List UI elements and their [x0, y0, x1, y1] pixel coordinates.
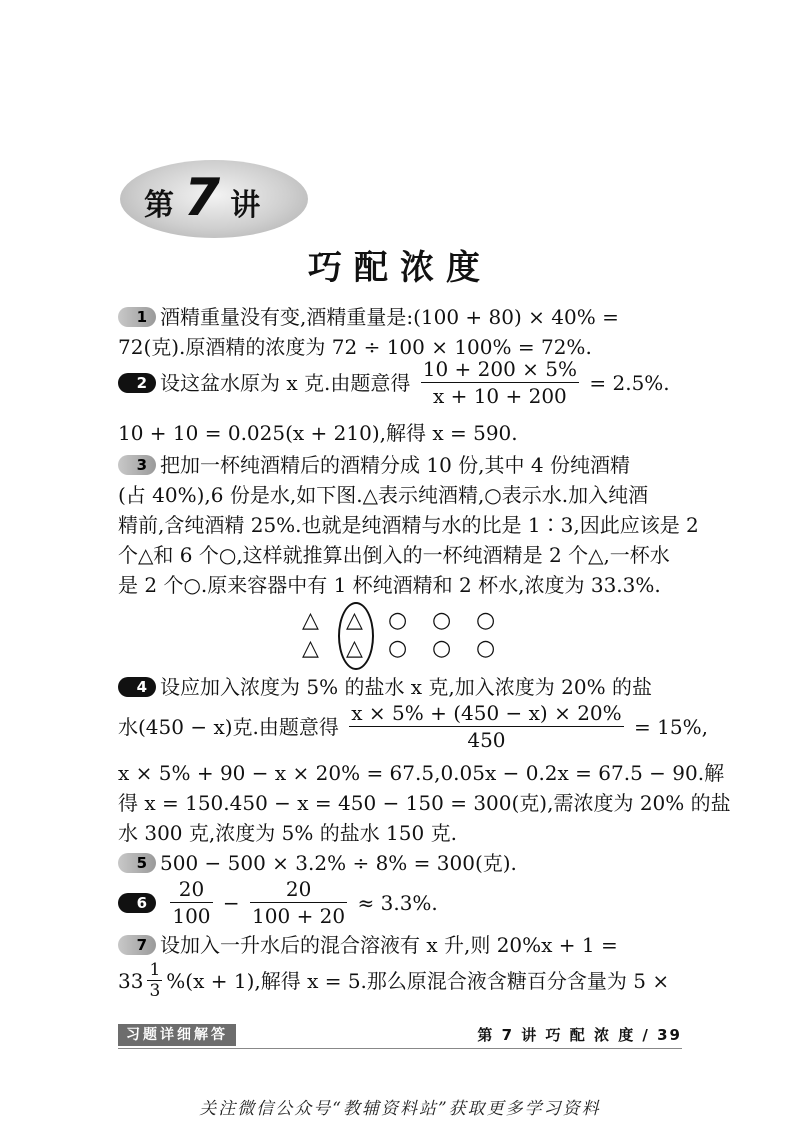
alcohol-water-diagram: [302, 610, 502, 666]
problem-1-badge: 1: [118, 307, 156, 327]
problem-4-text-1: 设应加入浓度为 5% 的盐水 x 克,加入浓度为 20% 的盐: [160, 675, 652, 699]
problem-5-line-1: [118, 848, 517, 878]
problem-3-badge: 3: [118, 455, 156, 475]
problem-7-lead-2: 33: [118, 969, 144, 993]
problem-6-minus: −: [222, 891, 240, 915]
circle-icon: ○: [476, 608, 496, 633]
problem-5-badge: 5: [118, 853, 156, 873]
circle-icon: ○: [388, 636, 408, 661]
problem-2-badge: 2: [118, 373, 156, 393]
circle-icon: ○: [476, 636, 496, 661]
problem-6-tail: ≈ 3.3%.: [357, 891, 438, 915]
problem-4-lead-2: 水(450 − x)克.由题意得: [118, 715, 339, 739]
problem-4-line-5: 水 300 克,浓度为 5% 的盐水 150 克.: [118, 821, 457, 845]
problem-2-lead: 设这盆水原为 x 克.由题意得: [160, 371, 411, 395]
problem-4-fraction-numerator: x × 5% + (450 − x) × 20%: [351, 701, 622, 725]
footer-section-label: 习题详细解答: [118, 1024, 236, 1046]
problem-1-line-1: [118, 302, 619, 332]
problem-6-fraction-1: [170, 876, 212, 929]
problem-6-fraction-2-numerator: 20: [250, 876, 347, 903]
problem-3-line-5: 是 2 个○.原来容器中有 1 杯纯酒精和 2 杯水,浓度为 33.3%.: [118, 573, 661, 597]
triangle-icon: △: [302, 608, 319, 633]
lecture-number: 7: [184, 168, 221, 228]
problem-1-text-1: 酒精重量没有变,酒精重量是:(100 + 80) × 40% =: [160, 305, 619, 329]
problem-2-fraction-denominator: x + 10 + 200: [432, 384, 567, 408]
problem-7-fraction-denominator: 3: [149, 981, 161, 1001]
watermark-text: 关注微信公众号“教辅资料站”获取更多学习资料: [199, 1099, 601, 1119]
problem-2-fraction-numerator: 10 + 200 × 5%: [422, 357, 578, 381]
page-title: 巧配浓度: [308, 248, 492, 288]
footer-divider: [118, 1048, 682, 1049]
problem-2-line-2: 10 + 10 = 0.025(x + 210),解得 x = 590.: [118, 421, 518, 445]
lecture-prefix: 第: [144, 188, 174, 223]
lecture-label: [144, 168, 260, 228]
problem-7-tail-2: %(x + 1),解得 x = 5.那么原混合液含糖百分含量为 5 ×: [166, 969, 670, 993]
problem-3-text-1: 把加一杯纯酒精后的酒精分成 10 份,其中 4 份纯酒精: [160, 453, 630, 477]
circle-icon: ○: [388, 608, 408, 633]
problem-6-fraction-1-numerator: 20: [170, 876, 212, 903]
problem-3-line-3: 精前,含纯酒精 25%.也就是纯酒精与水的比是 1∶3,因此应该是 2: [118, 513, 699, 537]
footer-page-label: 第 7 讲 巧 配 浓 度 / 39: [477, 1026, 682, 1044]
problem-2-fraction: [421, 356, 579, 409]
lecture-suffix: 讲: [230, 188, 261, 223]
problem-3-line-2: (占 40%),6 份是水,如下图.△表示纯酒精,○表示水.加入纯酒: [118, 483, 649, 507]
problem-4-fraction-denominator: 450: [467, 728, 506, 752]
triangle-icon: △: [302, 636, 319, 661]
problem-3-line-4: 个△和 6 个○,这样就推算出倒入的一杯纯酒精是 2 个△,一杯水: [118, 543, 670, 567]
problem-6-fraction-2-denominator: 100 + 20: [252, 904, 346, 928]
problem-4-badge: 4: [118, 677, 156, 697]
problem-7-badge: 7: [118, 935, 156, 955]
problem-7-line-2: [118, 962, 669, 1003]
triangle-icon: △: [346, 608, 363, 633]
problem-7-line-1: [118, 930, 618, 960]
circle-icon: ○: [432, 636, 452, 661]
problem-1-line-2: 72(克).原酒精的浓度为 72 ÷ 100 × 100% = 72%.: [118, 335, 592, 359]
problem-4-tail-2: = 15%,: [634, 715, 708, 739]
problem-6-fraction-1-denominator: 100: [172, 904, 211, 928]
triangle-icon: △: [346, 636, 363, 661]
problem-4-line-2: [118, 702, 708, 755]
problem-5-text-1: 500 − 500 × 3.2% ÷ 8% = 300(克).: [160, 851, 517, 875]
problem-6-fraction-2: [250, 876, 347, 929]
problem-4-line-3: x × 5% + 90 − x × 20% = 67.5,0.05x − 0.2x = 67.5 − 90.解: [118, 761, 725, 785]
problem-6-badge: 6: [118, 893, 156, 913]
circle-icon: ○: [432, 608, 452, 633]
problem-2-tail: = 2.5%.: [589, 371, 670, 395]
problem-4-line-4: 得 x = 150.450 − x = 450 − 150 = 300(克),需浓度为 20% 的盐: [118, 791, 731, 815]
problem-6-line-1: [118, 878, 438, 931]
problem-2-line-1: [118, 358, 670, 411]
problem-7-fraction-numerator: 1: [149, 960, 161, 980]
problem-4-fraction: [349, 700, 623, 753]
problem-3-line-1: [118, 450, 630, 480]
problem-7-text-1: 设加入一升水后的混合溶液有 x 升,则 20%x + 1 =: [160, 933, 618, 957]
problem-4-line-1: [118, 672, 652, 702]
problem-7-fraction: [147, 960, 162, 1001]
